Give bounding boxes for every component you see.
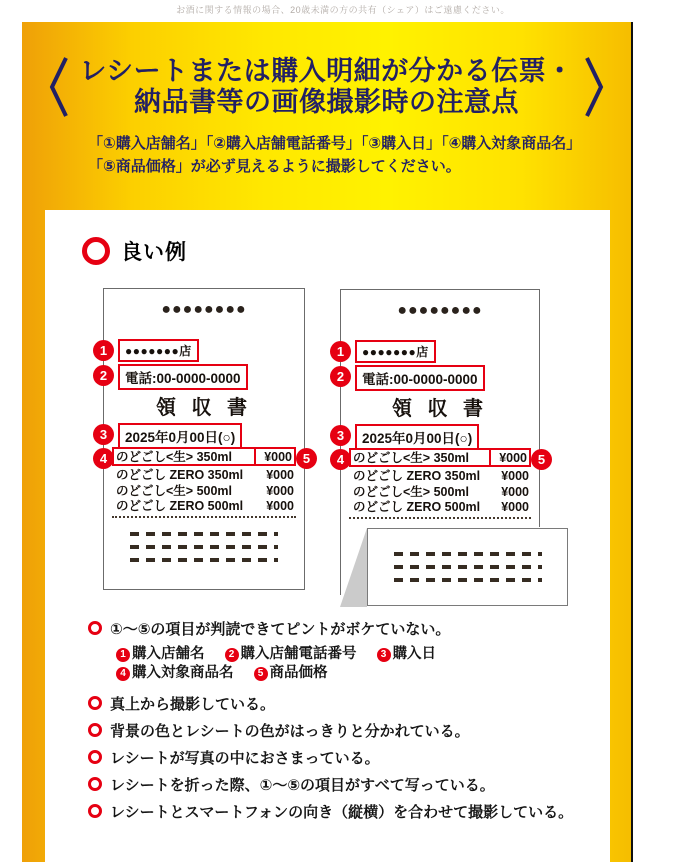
receipt-item [112,499,296,515]
angle-bracket-right-icon [584,56,604,118]
legend-entry [116,665,234,681]
circle-ok-icon [88,696,102,710]
circle-ok-icon [88,723,102,737]
redacted-line [130,532,278,536]
receipt-item-highlighted [349,448,531,467]
receipt-item-list [349,448,531,516]
receipt-date: 2025年0月00日(○) [355,424,479,450]
item-name: のどごし ZERO 500ml [353,500,481,514]
title-line-1: レシートまたは購入明細が分かる伝票・ [79,56,574,86]
angle-bracket-left-icon [49,56,69,118]
legend-label: 商品価格 [269,665,328,681]
circle-ok-icon [82,237,110,265]
good-example-label: 良い例 [121,241,187,264]
item-price: ¥000 [266,468,294,482]
item-price: ¥000 [501,500,529,514]
receipt-item [349,485,531,501]
checklist-item-label: レシートを折った際、①〜⑤の項目がすべて写っている。 [110,777,495,794]
item-name: のどごし ZERO 500ml [116,499,244,513]
badge-1-icon: 1 [93,340,114,361]
receipt-fold-left-edge [340,527,342,595]
receipt-fold-triangle [340,528,367,607]
receipt-item-list [112,447,296,515]
item-name: のどごし<生> 350ml [116,450,233,464]
badge-4-icon: 4 [116,667,130,681]
redacted-line [394,552,542,556]
legend-label: 購入対象商品名 [132,665,234,681]
item-price: ¥000 [266,483,294,498]
receipt-dotted-separator [112,516,296,518]
receipt-store-name: ●●●●●●●店 [118,339,199,362]
badge-1-icon: 1 [116,648,130,662]
title-text [79,56,573,118]
receipt-phone: 電話:00-0000-0000 [118,364,248,390]
circle-ok-icon [88,750,102,764]
receipt-example-flat [99,288,311,590]
checklist-item-folded-all-visible [88,776,588,795]
circle-ok-icon [88,804,102,818]
badge-4-icon: 4 [330,449,351,470]
checklist-item-label: 真上から撮影している。 [110,696,276,713]
item-name: のどごし<生> 500ml [116,483,233,498]
redacted-line [130,545,278,549]
good-example-heading [82,236,187,266]
receipt-item-highlighted [112,447,296,466]
receipt-redacted-lines [104,532,304,562]
legend-entry [254,665,328,681]
receipt-item [112,484,296,500]
badge-4-icon: 4 [93,448,114,469]
receipt-phone: 電話:00-0000-0000 [355,365,485,391]
title-line-2: 納品書等の画像撮影時の注意点 [133,87,519,117]
receipt-date: 2025年0月00日(○) [118,423,242,449]
checklist-item-fits-in-frame [88,749,588,768]
item-price: ¥000 [501,469,529,483]
receipt-logo-dots: ●●●●●●●● [161,301,247,318]
legend-label: 購入日 [392,646,437,662]
legend-label: 購入店舗名 [132,646,205,662]
badge-3-icon: 3 [377,648,391,662]
checklist-item-top-down [88,695,588,714]
receipt-doc-title: 領 収 書 [155,397,253,419]
receipt-item [349,469,531,485]
checklist-legend [116,645,588,683]
receipt-item [349,500,531,516]
receipt-store-name: ●●●●●●●店 [355,340,436,363]
photo-checklist [88,620,588,830]
badge-3-icon: 3 [330,425,351,446]
checklist-item-readability [88,620,588,639]
required-fields-line-1: 「①購入店舗名」「②購入店舗電話番号」「③購入日」「④購入対象商品名」 [88,135,582,152]
legend-entry [377,646,437,662]
item-name: のどごし<生> 350ml [353,451,470,465]
checklist-item-label: レシートとスマートフォンの向き（縦横）を合わせて撮影している。 [110,804,574,821]
item-name: のどごし<生> 500ml [353,484,470,499]
receipt-folded-bottom-panel [367,528,568,606]
redacted-line [394,578,542,582]
required-fields-note [88,133,631,178]
badge-2-icon: 2 [225,648,239,662]
required-fields-line-2: 「⑤商品価格」が必ず見えるように撮影してください。 [88,157,461,175]
yellow-banner [22,22,633,862]
item-price: ¥000 [501,484,529,499]
badge-5-icon: 5 [531,449,552,470]
page-title [22,22,631,118]
item-name: のどごし ZERO 350ml [116,468,244,482]
good-example-card [45,210,610,862]
checklist-item-label: ①〜⑤の項目が判読できてピントがボケていない。 [110,621,451,638]
receipt-item [112,468,296,484]
badge-1-icon: 1 [330,341,351,362]
badge-5-icon: 5 [296,448,317,469]
receipt-dotted-separator [349,517,531,519]
redacted-line [130,558,278,562]
item-price: ¥000 [254,449,294,464]
circle-ok-icon [88,621,102,635]
receipt-example-folded [336,289,546,527]
checklist-item-background-contrast [88,722,588,741]
badge-2-icon: 2 [330,366,351,387]
checklist-item-label: 背景の色とレシートの色がはっきりと分かれている。 [110,723,470,740]
item-name: のどごし ZERO 350ml [353,469,481,483]
receipt-doc-title: 領 収 書 [391,398,489,420]
circle-ok-icon [88,777,102,791]
item-price: ¥000 [489,450,529,465]
redacted-line [394,565,542,569]
badge-5-icon: 5 [254,667,268,681]
badge-3-icon: 3 [93,424,114,445]
badge-2-icon: 2 [93,365,114,386]
legend-entry [116,646,205,662]
alcohol-notice-text: お酒に関する情報の場合、20歳未満の方の共有（シェア）はご遠慮ください。 [176,5,510,15]
legend-line-2 [116,664,588,683]
legend-entry [225,646,357,662]
checklist-item-label: レシートが写真の中におさまっている。 [110,750,380,767]
item-price: ¥000 [266,499,294,513]
receipt-logo-dots: ●●●●●●●● [397,302,483,319]
legend-label: 購入店舗電話番号 [240,646,357,662]
checklist-item-orientation-match [88,803,588,822]
legend-line-1 [116,645,588,664]
